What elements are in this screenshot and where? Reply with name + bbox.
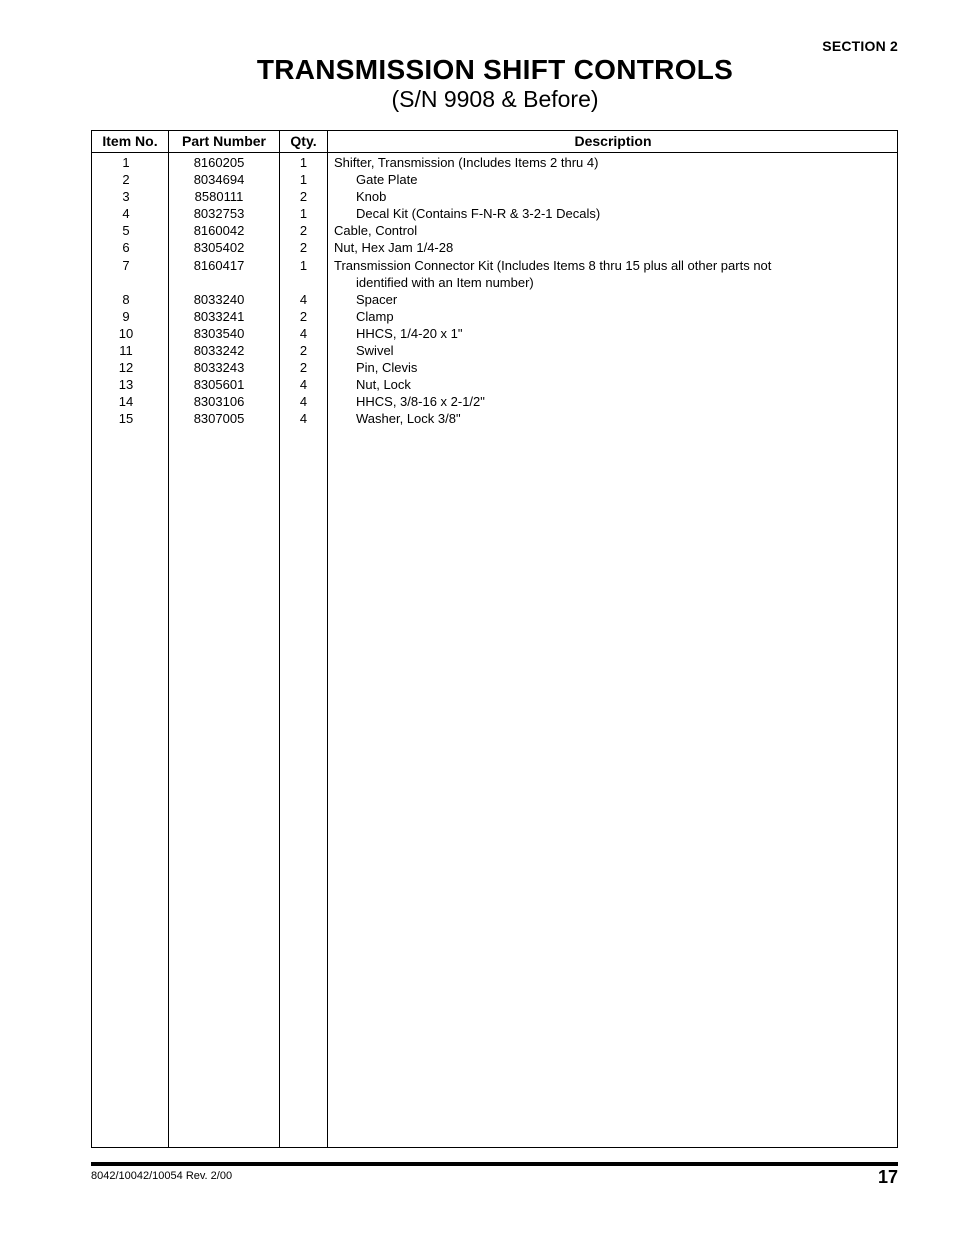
item-number: 7 <box>122 257 130 273</box>
part-number: 8303106 <box>193 394 245 410</box>
page-number: 17 <box>877 1167 898 1187</box>
description: Nut, Lock <box>356 377 411 393</box>
table-row <box>92 291 897 308</box>
table-row <box>92 393 897 410</box>
section-label: SECTION 2 <box>822 38 898 54</box>
description: Nut, Hex Jam 1/4-28 <box>334 240 454 256</box>
quantity: 1 <box>299 155 308 170</box>
table-row <box>92 257 897 291</box>
part-number: 8160205 <box>193 155 245 170</box>
part-number: 8033243 <box>193 360 245 376</box>
table-row <box>92 376 897 393</box>
column-header-qty: Qty. <box>290 133 317 149</box>
description: Transmission Connector Kit (Includes Items 8 thru 15 plus all other parts not identified with an Item number) <box>334 257 772 290</box>
quantity: 2 <box>299 189 308 205</box>
quantity: 4 <box>299 394 308 410</box>
quantity: 2 <box>299 240 308 256</box>
description: Washer, Lock 3/8" <box>356 411 461 427</box>
quantity: 1 <box>299 257 308 273</box>
table-row <box>92 205 897 222</box>
quantity: 1 <box>299 172 308 188</box>
table-row <box>92 308 897 325</box>
part-number: 8305402 <box>193 240 245 256</box>
column-header-description: Description <box>574 133 652 149</box>
part-number: 8033241 <box>193 308 245 324</box>
item-number: 5 <box>122 223 130 239</box>
part-number: 8034694 <box>193 172 245 188</box>
table-row <box>92 222 897 239</box>
item-number: 1 <box>122 155 130 170</box>
item-number: 8 <box>122 291 130 307</box>
part-number: 8305601 <box>193 377 245 393</box>
quantity: 4 <box>299 325 308 341</box>
item-number: 14 <box>118 394 134 410</box>
item-number: 11 <box>119 343 133 359</box>
table-row <box>92 359 897 376</box>
table-row <box>92 154 897 171</box>
page-title: TRANSMISSION SHIFT CONTROLS <box>256 54 734 85</box>
description: Shifter, Transmission (Includes Items 2 thru 4) <box>334 155 599 170</box>
table-row <box>92 325 897 342</box>
quantity: 2 <box>299 223 308 239</box>
description: Gate Plate <box>356 172 418 188</box>
quantity: 2 <box>299 360 308 376</box>
part-number: 8033242 <box>193 343 245 359</box>
part-number: 8307005 <box>193 411 245 427</box>
quantity: 4 <box>299 291 308 307</box>
quantity: 4 <box>299 377 308 393</box>
description: Spacer <box>356 291 398 307</box>
table-row <box>92 410 897 427</box>
description: Decal Kit (Contains F-N-R & 3-2-1 Decals) <box>356 206 601 222</box>
item-number: 13 <box>118 377 134 393</box>
item-number: 15 <box>118 411 134 427</box>
table-row <box>92 188 897 205</box>
table-body <box>92 154 897 428</box>
table-row <box>92 342 897 359</box>
description: HHCS, 3/8-16 x 2-1/2" <box>356 394 485 410</box>
page-subtitle: (S/N 9908 & Before) <box>391 86 599 112</box>
column-header-part-number: Part Number <box>181 133 267 149</box>
item-number: 6 <box>122 240 130 256</box>
part-number: 8303540 <box>193 325 245 341</box>
part-number: 8033240 <box>193 291 245 307</box>
item-number: 3 <box>122 189 130 205</box>
quantity: 1 <box>299 206 308 222</box>
part-number: 8160417 <box>193 257 245 273</box>
description: HHCS, 1/4-20 x 1" <box>356 325 463 341</box>
table-row <box>92 171 897 188</box>
description: Knob <box>356 189 387 205</box>
item-number: 12 <box>118 360 134 376</box>
parts-table <box>91 130 898 1148</box>
item-number: 9 <box>122 308 130 324</box>
column-header-item-no: Item No. <box>102 133 158 149</box>
table-row <box>92 239 897 256</box>
quantity: 2 <box>299 308 308 324</box>
description: Clamp <box>356 308 394 324</box>
part-number: 8032753 <box>193 206 245 222</box>
item-number: 10 <box>118 325 134 341</box>
part-number: 8160042 <box>193 223 245 239</box>
footer-rule <box>91 1162 898 1166</box>
quantity: 4 <box>299 411 308 427</box>
item-number: 4 <box>122 206 130 222</box>
quantity: 2 <box>299 343 308 359</box>
header-divider <box>92 152 897 153</box>
description: Swivel <box>356 343 394 359</box>
item-number: 2 <box>122 172 130 188</box>
part-number: 8580111 <box>194 189 244 205</box>
document-number: 8042/10042/10054 Rev. 2/00 <box>91 1170 233 1182</box>
description: Pin, Clevis <box>356 360 418 376</box>
description: Cable, Control <box>334 223 418 239</box>
